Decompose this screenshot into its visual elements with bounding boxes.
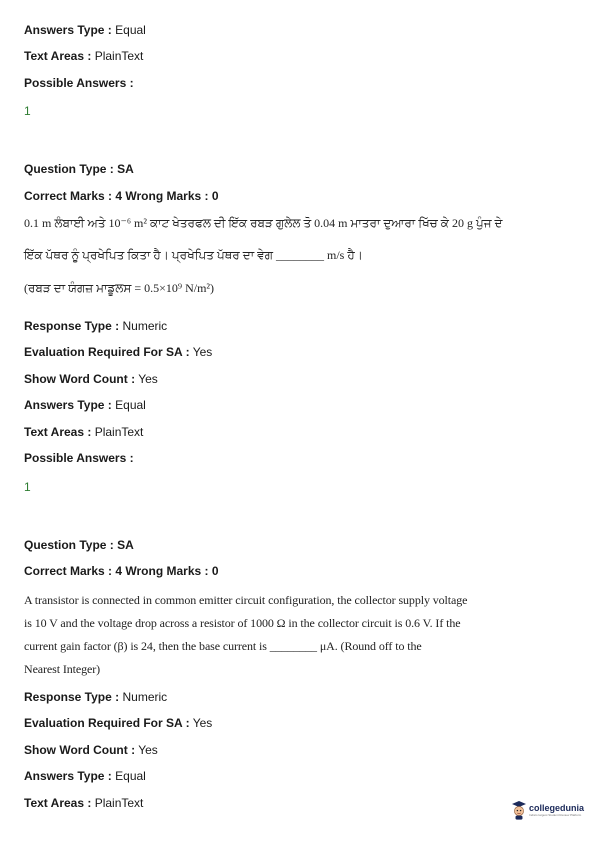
- response-type-row: [24, 689, 167, 705]
- response-type-label: Response Type :: [24, 319, 120, 333]
- text-areas-value: PlainText: [94, 49, 144, 63]
- possible-answer-value: 1: [24, 104, 31, 118]
- evaluation-value: Yes: [192, 716, 213, 730]
- marks-text: Correct Marks : 4 Wrong Marks : 0: [24, 564, 219, 578]
- possible-answers-row: [24, 75, 134, 91]
- evaluation-label: Evaluation Required For SA :: [24, 345, 190, 359]
- answers-type-value: Equal: [115, 23, 146, 37]
- evaluation-label: Evaluation Required For SA :: [24, 716, 190, 730]
- possible-answers-label: Possible Answers :: [24, 76, 134, 90]
- answers-type-label: Answers Type :: [24, 23, 112, 37]
- possible-answer-value: 1: [24, 480, 31, 494]
- collegedunia-logo: [511, 800, 584, 820]
- word-count-value: Yes: [138, 743, 158, 757]
- question-line: 0.1 m ਲੰਬਾਈ ਅਤੇ 10⁻⁶ m² ਕਾਟ ਖੇਤਰਫਲ ਦੀ ਇੱਕ ਰਬੜ ਗੁਲੇਲ ਤੋ 0.04 m ਮਾਤਰਾ ਦੁਆਰਾ ਖਿੱਚ ਕੇ 20 g ਪੁੰਜ ਦੇ: [24, 216, 503, 230]
- text-areas-label: Text Areas :: [24, 425, 92, 439]
- question-line: (ਰਬੜ ਦਾ ਯੰਗਜ਼ ਮਾਡੂਲਸ = 0.5×10⁹ N/m²): [24, 281, 214, 295]
- text-areas-value: PlainText: [94, 796, 144, 810]
- text-areas-row: [24, 424, 143, 440]
- answers-type-row: [24, 397, 146, 413]
- marks-text: Correct Marks : 4 Wrong Marks : 0: [24, 189, 219, 203]
- question-type: [24, 161, 134, 177]
- answers-type-row: [24, 768, 146, 784]
- answers-type-label: Answers Type :: [24, 398, 112, 412]
- question-line: A transistor is connected in common emitter circuit configuration, the collector supply voltage: [24, 593, 468, 607]
- answers-type-row: [24, 22, 146, 38]
- question-type: [24, 537, 134, 553]
- question-text: [24, 212, 502, 300]
- word-count-row: [24, 371, 158, 387]
- question-line: is 10 V and the voltage drop across a resistor of 1000 Ω in the collector circuit is 0.6 V. If the: [24, 616, 461, 630]
- response-type-value: Numeric: [122, 319, 168, 333]
- response-type-label: Response Type :: [24, 690, 120, 704]
- word-count-label: Show Word Count :: [24, 372, 136, 386]
- question-type-text: Question Type : SA: [24, 162, 134, 176]
- question-line: Nearest Integer): [24, 662, 101, 676]
- answers-type-label: Answers Type :: [24, 769, 112, 783]
- text-areas-row: [24, 795, 143, 811]
- question-line: ਇੱਕ ਪੱਥਰ ਨੂੰ ਪ੍ਰਖੇਪਿਤ ਕਿਤਾ ਹੈ। ਪ੍ਰਖੇਪਿਤ ਪੱਥਰ ਦਾ ਵੇਗ ________ m/s ਹੈ।: [24, 248, 363, 262]
- word-count-row: [24, 742, 158, 758]
- word-count-value: Yes: [138, 372, 158, 386]
- question-line: current gain factor (β) is 24, then the base current is ________ μA. (Round off to the: [24, 639, 422, 653]
- evaluation-value: Yes: [192, 345, 213, 359]
- possible-answers-row: [24, 450, 134, 466]
- question-text: [24, 589, 467, 681]
- question-type-text: Question Type : SA: [24, 538, 134, 552]
- marks-row: [24, 563, 219, 579]
- graduate-mascot-icon: [511, 800, 527, 820]
- evaluation-row: [24, 344, 212, 360]
- text-areas-label: Text Areas :: [24, 49, 92, 63]
- answers-type-value: Equal: [115, 769, 146, 783]
- text-areas-value: PlainText: [94, 425, 144, 439]
- answers-type-value: Equal: [115, 398, 146, 412]
- evaluation-row: [24, 715, 212, 731]
- response-type-value: Numeric: [122, 690, 168, 704]
- possible-answers-label: Possible Answers :: [24, 451, 134, 465]
- logo-name: collegedunia: [529, 803, 585, 813]
- marks-row: [24, 188, 219, 204]
- response-type-row: [24, 318, 167, 334]
- text-areas-label: Text Areas :: [24, 796, 92, 810]
- word-count-label: Show Word Count :: [24, 743, 136, 757]
- text-areas-row: [24, 48, 143, 64]
- logo-tagline: India's largest Student Review Platform: [529, 813, 582, 817]
